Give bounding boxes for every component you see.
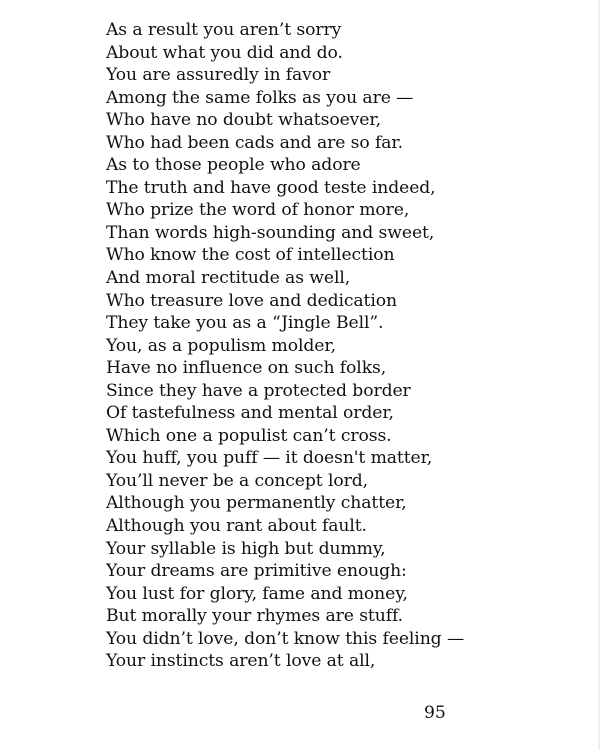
poem-line: As to those people who adore [106,155,361,176]
poem-line: Who know the cost of intellection [106,245,395,266]
poem-line: You are assuredly in favor [106,65,331,86]
poem-line: As a result you aren’t sorry [106,20,342,40]
poem-text [106,19,464,673]
poem-line: You, as a populism molder, [106,335,336,356]
poem-line: Although you rant about fault. [106,516,367,537]
poem-line: Although you permanently chatter, [106,493,407,514]
poem-line: Who have no doubt whatsoever, [106,110,381,131]
poem-line: Your syllable is high but dummy, [106,538,386,559]
poem-line: Of tastefulness and mental order, [106,403,394,424]
poem-line: Have no influence on such folks, [106,358,387,379]
poem-line: Your instincts aren’t love at all, [106,651,376,672]
poem-line: Since they have a protected border [106,380,411,401]
poem-line: Which one a populist can’t cross. [106,425,392,446]
poem-line: But morally your rhymes are stuff. [106,606,403,627]
poem-line: Than words high-sounding and sweet, [106,222,435,243]
page-number: 95 [424,703,446,723]
poem-line: And moral rectitude as well, [106,268,351,289]
poem-line: Your dreams are primitive enough: [106,561,407,582]
poem-line: Who had been cads and are so far. [106,132,403,153]
poem-line: Who prize the word of honor more, [106,200,410,221]
poem-line: They take you as a “Jingle Bell”. [106,313,384,334]
poem-line: About what you did and do. [106,42,343,63]
poem-line: You’ll never be a concept lord, [106,470,368,491]
poem-line: You lust for glory, fame and money, [106,583,408,604]
poem-line: Among the same folks as you are — [106,87,414,108]
poem-line: You huff, you puff — it doesn't matter, [106,448,433,469]
poem-line: The truth and have good teste indeed, [106,177,436,198]
poem-line: Who treasure love and dedication [106,290,397,311]
poem-line: You didn’t love, don’t know this feeling — [106,628,465,649]
